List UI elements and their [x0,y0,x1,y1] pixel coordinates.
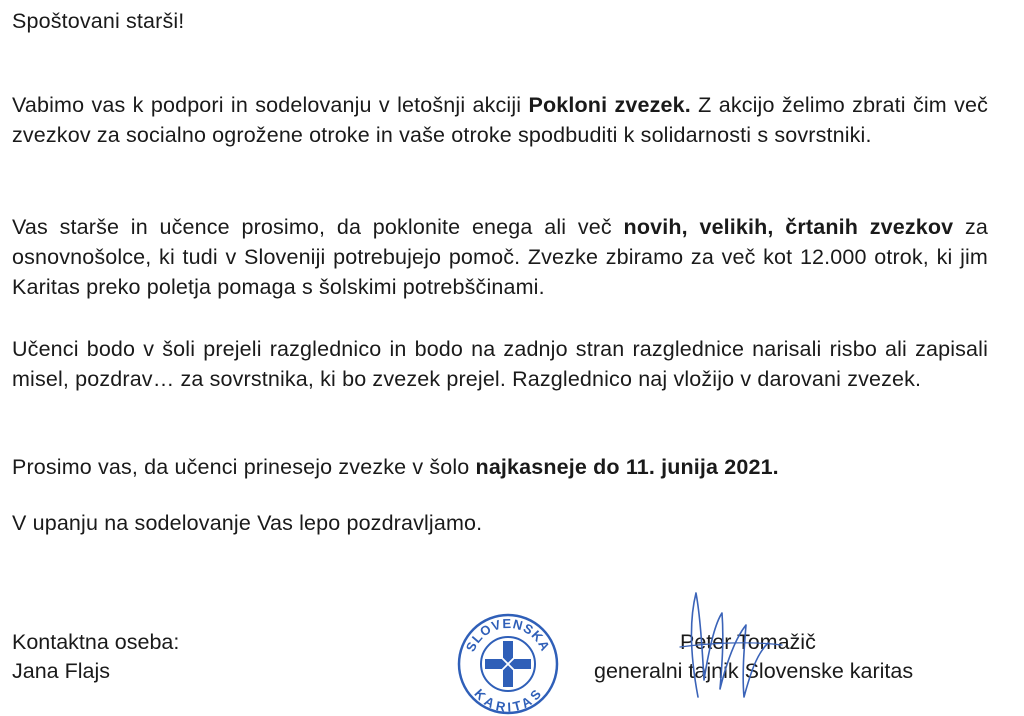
paragraph-request-text-2: za osnovnošolce, ki tudi v Sloveniji potrebujejo pomoč. Zvezke zbiramo za več kot 12.000 otrok, ki jim Karitas preko poletja pomaga s šolskimi potrebščinami. [12,215,988,299]
notebook-type: novih, velikih, črtanih zvezkov [623,215,954,239]
signatory-name: Peter Tomažič [680,630,816,654]
paragraph-invitation [12,90,988,150]
contact-block [12,628,179,686]
signatory-role: generalni tajnik Slovenske karitas [594,659,914,683]
paragraph-request [12,212,988,302]
contact-label: Kontaktna oseba: [12,630,180,654]
contact-name: Jana Flajs [12,659,110,683]
paragraph-postcard: Učenci bodo v šoli prejeli razglednico in bodo na zadnjo stran razglednice narisali risbo ali zapisali misel, pozdrav… za sovrstnika, ki bo zvezek prejel. Razglednico naj vložijo v darovani zvezek. [12,337,988,391]
closing-line: V upanju na sodelovanje Vas lepo pozdravljamo. [12,511,483,535]
seal-bottom-text: KARITAS [471,685,545,715]
campaign-name: Pokloni zvezek. [528,93,691,117]
karitas-seal-icon [456,612,560,716]
paragraph-invitation-text-2: Z akcijo želimo zbrati čim več zvezkov za socialno ogrožene otroke in vaše otroke spodbuditi k solidarnosti s sovrstniki. [12,93,989,147]
paragraph-deadline [12,452,988,482]
paragraph-invitation-text-1: Vabimo vas k podpori in sodelovanju v letošnji akciji [12,93,529,117]
paragraph-request-text-1: Vas starše in učence prosimo, da poklonite enega ali več [12,215,624,239]
signature-block [594,628,974,686]
deadline-date: najkasneje do 11. junija 2021. [475,455,779,479]
paragraph-deadline-text: Prosimo vas, da učenci prinesejo zvezke v šolo [12,455,476,479]
greeting: Spoštovani starši! [12,9,185,33]
seal-top-text: SLOVENSKA [462,615,554,654]
